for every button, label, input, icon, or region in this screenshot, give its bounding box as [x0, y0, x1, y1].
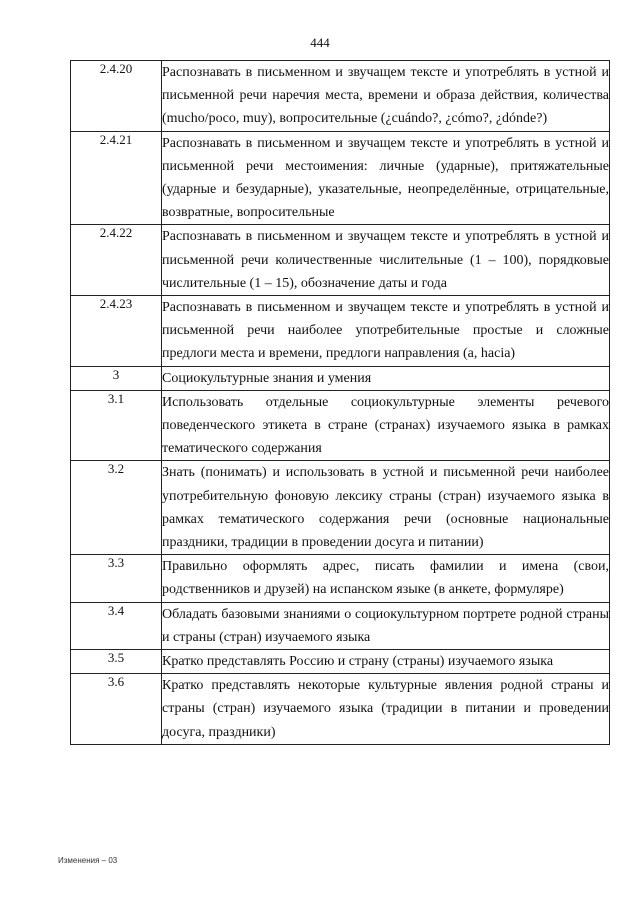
- row-code: 3.1: [71, 390, 162, 461]
- row-code: 3.3: [71, 555, 162, 602]
- row-code: 3.2: [71, 461, 162, 555]
- table-row: [71, 225, 610, 296]
- footer-revision-note: Изменения – 03: [58, 856, 118, 865]
- table-row: [71, 650, 610, 674]
- row-text: Распознавать в письменном и звучащем тексте и употреблять в устной и письменной речи наиболее употребительные простые и сложные предлоги места и времени, предлоги направления (a, hacia): [162, 296, 610, 367]
- row-code: 3: [71, 366, 162, 390]
- row-code: 2.4.23: [71, 296, 162, 367]
- table-row: [71, 366, 610, 390]
- row-text: Использовать отдельные социокультурные элементы речевого поведенческого этикета в стране (странах) изучаемого языка в рамках тематического содержания: [162, 390, 610, 461]
- row-code: 2.4.20: [71, 61, 162, 132]
- row-code: 3.6: [71, 674, 162, 745]
- row-text: Распознавать в письменном и звучащем тексте и употреблять в устной и письменной речи местоимения: личные (ударные), притяжательные (ударные и безударные), указательные, неопределённые, отрицательные, возвратные, вопросительные: [162, 131, 610, 225]
- page-number: 444: [310, 35, 330, 50]
- row-text: Социокультурные знания и умения: [162, 366, 610, 390]
- table-row: [71, 461, 610, 555]
- row-text: Знать (понимать) и использовать в устной и письменной речи наиболее употребительную фоновую лексику страны (стран) изучаемого языка в рамках тематического содержания речи (основные национальные праздники, традиции в проведении досуга и питании): [162, 461, 610, 555]
- row-code: 2.4.22: [71, 225, 162, 296]
- requirements-table: [70, 60, 610, 745]
- table-row: [71, 674, 610, 745]
- table-row: [71, 296, 610, 367]
- table-row: [71, 602, 610, 649]
- row-code: 2.4.21: [71, 131, 162, 225]
- table-row: [71, 390, 610, 461]
- row-text: Распознавать в письменном и звучащем тексте и употреблять в устной и письменной речи количественные числительные (1 – 100), порядковые числительные (1 – 15), обозначение даты и года: [162, 225, 610, 296]
- row-code: 3.5: [71, 650, 162, 674]
- row-code: 3.4: [71, 602, 162, 649]
- row-text: Распознавать в письменном и звучащем тексте и употреблять в устной и письменной речи наречия места, времени и образа действия, количества (mucho/poco, muy), вопросительные (¿cuándo?, ¿cómo?, ¿dónde?): [162, 61, 610, 132]
- table-row: [71, 131, 610, 225]
- table-row: [71, 61, 610, 132]
- row-text: Кратко представлять некоторые культурные явления родной страны и страны (стран) изучаемого языка (традиции в питании и проведении досуга, праздники): [162, 674, 610, 745]
- row-text: Обладать базовыми знаниями о социокультурном портрете родной страны и страны (стран) изучаемого языка: [162, 602, 610, 649]
- table-row: [71, 555, 610, 602]
- row-text: Кратко представлять Россию и страну (страны) изучаемого языка: [162, 650, 610, 674]
- row-text: Правильно оформлять адрес, писать фамилии и имена (свои, родственников и друзей) на испанском языке (в анкете, формуляре): [162, 555, 610, 602]
